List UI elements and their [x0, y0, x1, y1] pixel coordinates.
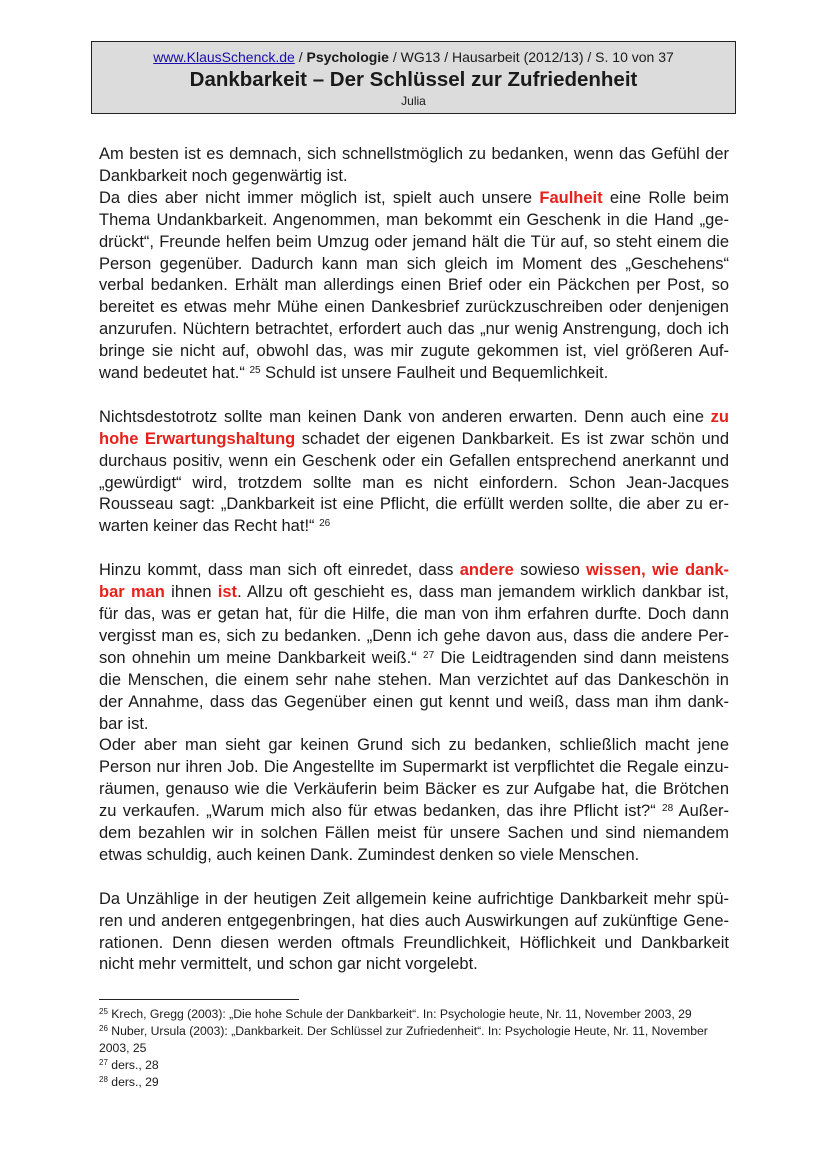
- highlight-faulheit: Faulheit: [539, 188, 603, 207]
- paragraph-5: Oder aber man sieht gar keinen Grund sich zu bedanken, schließlich macht jene Person nur ihren Job. Die Angestellte im Supermarkt ist verpflichtet die Regale einzu-räumen, genauso wie die Verkäuferin beim Bäcker es zur Aufgabe hat, die Brötchen zu verkaufen. „Warum mich also für etwas bedanken, das ihre Pflicht ist?“ $^{28}$ Außer-dem bezahlen wir in solchen Fällen meist für unsere Sachen und sind niemandem etwas schuldig, auch keinen Dank. Zumindest denken so viele Menschen.: [99, 736, 729, 864]
- page-header: [91, 41, 736, 114]
- footnote-ref-26: 26: [319, 518, 331, 530]
- footnote-26: $^{26}$ Nuber, Ursula (2003): „Dankbarkeit. Der Schlüssel zur Zufriedenheit“. In: Psychologie Heute, Nr. 11, November 2003, 25: [99, 1024, 708, 1055]
- site-link[interactable]: www.KlausSchenck.de: [153, 49, 295, 65]
- highlight-ist: ist: [217, 583, 238, 602]
- paragraph-6: Da Unzählige in der heutigen Zeit allgemein keine aufrichtige Dankbarkeit mehr spü-ren und anderen entgegenbringen, hat dies auch Auswirkungen auf zukünftige Gene-rationen. Denn diesen werden oftmals Freundlichkeit, Höflichkeit und Dankbarkeit nicht mehr vermittelt, und schon gar nicht vorgelebt.: [99, 889, 729, 974]
- paragraph-4: Hinzu kommt, dass man sich oft einredet, dass andere sowieso wissen, wie dank-bar man ihnen ist. Allzu oft geschieht es, dass man jemandem wirklich dankbar ist, für das, was er getan hat, für die Hilfe, die man von ihm erfahren durfte. Doch dann vergisst man es, sich zu bedanken. „Denn ich gehe davon aus, dass die andere Per-son ohnehin um meine Dankbarkeit weiß.“ $^{27}$ Die Leidtragenden sind dann meistens die Menschen, die einem sehr nahe stehen. Man verzichtet auf das Dankeschön in der Annahme, dass das Gegenüber einen gut kennt und weiß, dass man ihm dank-bar ist.: [99, 561, 730, 733]
- footnote-ref-27: 27: [423, 649, 435, 661]
- highlight-erwartungshaltung: zu hohe Erwartungshaltung: [99, 407, 729, 448]
- footnote-divider: [99, 999, 299, 1000]
- author-name: Julia: [401, 94, 426, 108]
- highlight-wie-dankbar-man: wie dank-bar man: [99, 561, 730, 602]
- paragraph-2: Da dies aber nicht immer möglich ist, spielt auch unsere Faulheit eine Rolle beim Thema Undankbarkeit. Angenommen, man bekommt ein Geschenk in die Hand „ge-drückt“, Freunde helfen beim Umzug oder jemand hält die Tür auf, so steht einem die Person gegenüber. Dadurch kann man sich gleich im Moment des „Geschehens“ verbal bedanken. Erhält man allerdings einen Brief oder ein Päckchen per Post, so bereitet es etwas mehr Mühe einen Dankesbrief zurückzuschreiben oder denjenigen anzurufen. Nüchtern betrachtet, erfordert auch das „nur wenig Anstrengung, doch ich bringe sie nicht auf, obwohl das, was mir zugute gekommen ist, viel größeren Auf-wand bedeutet hat.“ $^{25}$ Schuld ist unsere Faulheit und Bequemlichkeit.: [99, 188, 729, 383]
- footnote-ref-28: 28: [662, 803, 674, 815]
- paragraph-3: Nichtsdestotrotz sollte man keinen Dank von anderen erwarten. Denn auch eine zu hohe Erwartungshaltung schadet der eigenen Dankbarkeit. Es ist zwar schön und durchaus positiv, wenn ein Geschenk oder ein Gefallen entsprechend anerkannt und „gewürdigt“ wird, trotzdem sollte man es nicht einfordern. Schon Jean-Jacques Rousseau sagt: „Dankbarkeit ist eine Pflicht, die erfüllt werden sollte, die aber zu er-warten keiner das Recht hat!“ $^{26}$: [99, 407, 729, 536]
- footnote-28: $^{28}$ ders., 29: [99, 1075, 159, 1089]
- highlight-andere: andere: [459, 561, 514, 580]
- footnote-25: $^{25}$ Krech, Gregg (2003): „Die hohe Schule der Dankbarkeit“. In: Psychologie heute, Nr. 11, November 2003, 29: [99, 1007, 692, 1021]
- paragraph-1: Am besten ist es demnach, sich schnellstmöglich zu bedanken, wenn das Gefühl der Dankbarkeit noch gegenwärtig ist.: [99, 145, 729, 185]
- highlight-wissen: wissen: [586, 561, 642, 580]
- main-text: [99, 144, 729, 976]
- header-subject: Psychologie: [306, 49, 389, 65]
- footnote-ref-25: 25: [249, 365, 261, 377]
- page-title: Dankbarkeit – Der Schlüssel zur Zufriedenheit: [189, 68, 638, 91]
- header-meta: / WG13 / Hausarbeit (2012/13) / S. 10 von 37: [388, 49, 674, 65]
- header-separator: /: [294, 49, 307, 65]
- header-breadcrumb: [92, 49, 735, 66]
- footnote-27: $^{27}$ ders., 28: [99, 1058, 159, 1072]
- footnotes: [99, 1006, 729, 1091]
